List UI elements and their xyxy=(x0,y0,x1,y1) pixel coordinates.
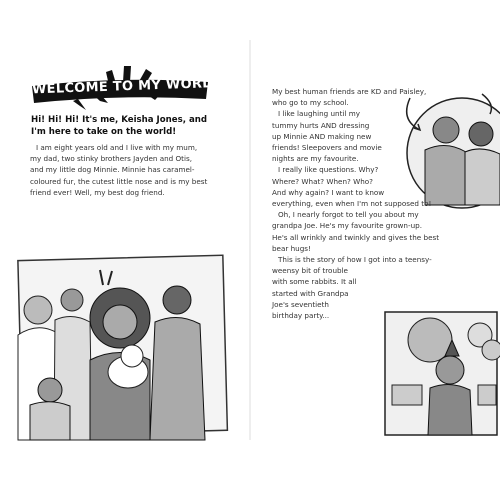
intro-text xyxy=(31,114,241,138)
para-line: He's all wrinkly and twinkly and gives the best xyxy=(272,232,440,242)
para-line: nights are my favourite. xyxy=(272,154,359,164)
para-line: who go to my school. xyxy=(272,98,349,108)
para-line: My best human friends are KD and Paisley, xyxy=(272,87,427,96)
left-paragraph xyxy=(30,142,243,198)
birthday-illustration xyxy=(385,312,500,435)
para-line: and my little dog Minnie. Minnie has caramel- xyxy=(30,165,195,175)
page-heading: WELCOME TO MY WORLD! xyxy=(31,75,229,98)
para-line: I like laughing until my xyxy=(278,109,360,119)
para-line: weensy bit of trouble xyxy=(272,266,348,276)
family-illustration xyxy=(18,255,228,440)
right-paragraphs xyxy=(272,86,472,321)
intro-line-1: Hi! Hi! Hi! It's me, Keisha Jones, and xyxy=(31,115,208,125)
para-line: birthday party... xyxy=(272,311,330,321)
para-line: up Minnie AND making new xyxy=(272,131,372,141)
para-line: Oh, I nearly forgot to tell you about my xyxy=(278,210,419,220)
para-line: Where? What? When? Who? xyxy=(272,176,374,186)
para-line: Joe's seventieth xyxy=(272,299,329,309)
para-line: coloured fur, the cutest little nose and is my best xyxy=(30,176,208,186)
para-line: grandpa Joe. He's my favourite grown-up. xyxy=(272,221,422,231)
para-line: friends! Sleepovers and movie xyxy=(272,143,382,153)
para-line: with some rabbits. It all xyxy=(272,277,357,287)
intro-line-2: I'm here to take on the world! xyxy=(31,127,177,137)
para-line: I am eight years old and I live with my mum, xyxy=(36,143,198,152)
para-line: bear hugs! xyxy=(272,243,311,253)
para-line: started with Grandpa xyxy=(272,288,349,298)
para-line: tummy hurts AND dressing xyxy=(272,120,370,130)
para-line: everything, even when I'm not supposed to! xyxy=(272,199,432,209)
para-line: And why again? I want to know xyxy=(272,187,385,197)
para-line: I really like questions. Why? xyxy=(278,165,379,175)
para-line: my dad, two stinky brothers Jayden and Otis, xyxy=(30,154,193,164)
para-line: This is the story of how I got into a teensy- xyxy=(278,255,432,265)
para-line: friend ever! Well, my best dog friend. xyxy=(30,187,165,197)
